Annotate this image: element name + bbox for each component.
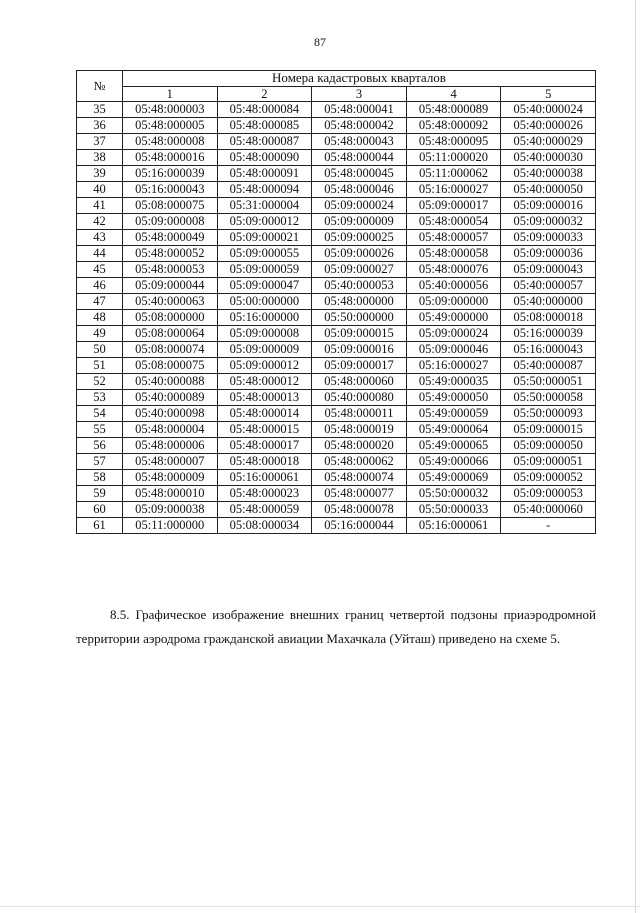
cadastral-number-cell: 05:09:000032 bbox=[501, 214, 596, 230]
cadastral-number-cell: 05:09:000055 bbox=[217, 246, 312, 262]
cadastral-number-cell: 05:09:000009 bbox=[312, 214, 407, 230]
cadastral-number-cell: 05:09:000016 bbox=[312, 342, 407, 358]
table-row bbox=[77, 294, 596, 310]
row-number-cell: 42 bbox=[77, 214, 123, 230]
cadastral-number-cell: 05:48:000089 bbox=[406, 102, 501, 118]
cadastral-number-cell: 05:48:000014 bbox=[217, 406, 312, 422]
table-row bbox=[77, 198, 596, 214]
cadastral-number-cell: 05:48:000087 bbox=[217, 134, 312, 150]
cadastral-number-cell: 05:09:000008 bbox=[217, 326, 312, 342]
cadastral-number-cell: 05:48:000007 bbox=[123, 454, 218, 470]
cadastral-number-cell: 05:09:000027 bbox=[312, 262, 407, 278]
cadastral-number-cell: 05:16:000039 bbox=[123, 166, 218, 182]
cadastral-number-cell: 05:48:000023 bbox=[217, 486, 312, 502]
cadastral-number-cell: 05:16:000000 bbox=[217, 310, 312, 326]
row-number-cell: 53 bbox=[77, 390, 123, 406]
cadastral-number-cell: 05:11:000062 bbox=[406, 166, 501, 182]
cadastral-number-cell: 05:08:000075 bbox=[123, 358, 218, 374]
cadastral-number-cell: 05:16:000061 bbox=[406, 518, 501, 534]
row-number-cell: 60 bbox=[77, 502, 123, 518]
table-row bbox=[77, 518, 596, 534]
table-header bbox=[77, 71, 596, 102]
column-header: 4 bbox=[406, 86, 501, 102]
cadastral-number-cell: 05:50:000058 bbox=[501, 390, 596, 406]
cadastral-number-cell: 05:48:000015 bbox=[217, 422, 312, 438]
row-number-cell: 47 bbox=[77, 294, 123, 310]
cadastral-number-cell: 05:49:000066 bbox=[406, 454, 501, 470]
cadastral-number-cell: 05:09:000012 bbox=[217, 214, 312, 230]
cadastral-number-cell: 05:48:000009 bbox=[123, 470, 218, 486]
cadastral-number-cell: 05:40:000038 bbox=[501, 166, 596, 182]
cadastral-number-cell: 05:09:000033 bbox=[501, 230, 596, 246]
cadastral-number-cell: 05:16:000027 bbox=[406, 358, 501, 374]
cadastral-number-cell: 05:48:000062 bbox=[312, 454, 407, 470]
cadastral-number-cell: 05:48:000042 bbox=[312, 118, 407, 134]
cadastral-number-cell: 05:09:000044 bbox=[123, 278, 218, 294]
cadastral-number-cell: 05:08:000000 bbox=[123, 310, 218, 326]
cadastral-number-cell: 05:49:000065 bbox=[406, 438, 501, 454]
cadastral-number-cell: 05:09:000024 bbox=[406, 326, 501, 342]
cadastral-number-cell: 05:09:000017 bbox=[406, 198, 501, 214]
row-number-cell: 41 bbox=[77, 198, 123, 214]
cadastral-number-cell: 05:16:000043 bbox=[123, 182, 218, 198]
table-row bbox=[77, 214, 596, 230]
cadastral-number-cell: 05:16:000061 bbox=[217, 470, 312, 486]
table-row bbox=[77, 358, 596, 374]
row-number-cell: 55 bbox=[77, 422, 123, 438]
cadastral-number-cell: 05:48:000052 bbox=[123, 246, 218, 262]
table-row bbox=[77, 150, 596, 166]
cadastral-number-cell: 05:48:000045 bbox=[312, 166, 407, 182]
cadastral-number-cell: 05:09:000015 bbox=[501, 422, 596, 438]
row-number-cell: 46 bbox=[77, 278, 123, 294]
row-number-cell: 52 bbox=[77, 374, 123, 390]
cadastral-number-cell: 05:40:000026 bbox=[501, 118, 596, 134]
cadastral-number-cell: 05:48:000013 bbox=[217, 390, 312, 406]
column-header: 3 bbox=[312, 86, 407, 102]
table-row bbox=[77, 486, 596, 502]
cadastral-number-cell: 05:40:000089 bbox=[123, 390, 218, 406]
row-number-cell: 56 bbox=[77, 438, 123, 454]
body-paragraph: 8.5. Графическое изображение внешних границ четвертой подзоны приаэродромной территории аэродрома гражданской авиации Махачкала (Уйташ) приведено на схеме 5. bbox=[76, 607, 596, 646]
cadastral-number-cell: 05:49:000059 bbox=[406, 406, 501, 422]
cadastral-number-cell: 05:09:000009 bbox=[217, 342, 312, 358]
cadastral-number-cell: 05:40:000053 bbox=[312, 278, 407, 294]
column-header: 2 bbox=[217, 86, 312, 102]
cadastral-number-cell: 05:40:000057 bbox=[501, 278, 596, 294]
cadastral-number-cell: 05:08:000064 bbox=[123, 326, 218, 342]
cadastral-number-cell: 05:48:000060 bbox=[312, 374, 407, 390]
cadastral-number-cell: 05:09:000012 bbox=[217, 358, 312, 374]
table-row bbox=[77, 262, 596, 278]
table-row bbox=[77, 502, 596, 518]
table-row bbox=[77, 390, 596, 406]
table-row bbox=[77, 182, 596, 198]
cadastral-number-cell: 05:49:000035 bbox=[406, 374, 501, 390]
cadastral-number-cell: 05:50:000051 bbox=[501, 374, 596, 390]
column-header: 5 bbox=[501, 86, 596, 102]
cadastral-number-cell: 05:40:000098 bbox=[123, 406, 218, 422]
table-row bbox=[77, 134, 596, 150]
table-row bbox=[77, 342, 596, 358]
cadastral-number-cell: 05:48:000059 bbox=[217, 502, 312, 518]
cadastral-number-cell: 05:16:000044 bbox=[312, 518, 407, 534]
cadastral-number-cell: 05:16:000027 bbox=[406, 182, 501, 198]
row-number-cell: 51 bbox=[77, 358, 123, 374]
cadastral-number-cell: 05:48:000004 bbox=[123, 422, 218, 438]
cadastral-number-cell: 05:48:000020 bbox=[312, 438, 407, 454]
cadastral-number-cell: 05:48:000091 bbox=[217, 166, 312, 182]
cadastral-number-cell: 05:09:000043 bbox=[501, 262, 596, 278]
table-row bbox=[77, 230, 596, 246]
cadastral-number-cell: 05:40:000056 bbox=[406, 278, 501, 294]
cadastral-number-cell: 05:50:000000 bbox=[312, 310, 407, 326]
table-row bbox=[77, 374, 596, 390]
cadastral-number-cell: 05:49:000064 bbox=[406, 422, 501, 438]
row-number-cell: 57 bbox=[77, 454, 123, 470]
cadastral-number-cell: 05:31:000004 bbox=[217, 198, 312, 214]
cadastral-number-cell: 05:48:000074 bbox=[312, 470, 407, 486]
row-number-cell: 44 bbox=[77, 246, 123, 262]
cadastral-number-cell: 05:40:000000 bbox=[501, 294, 596, 310]
cadastral-number-cell: 05:09:000017 bbox=[312, 358, 407, 374]
cadastral-number-cell: 05:49:000069 bbox=[406, 470, 501, 486]
cadastral-table bbox=[76, 70, 596, 534]
cadastral-number-cell: 05:09:000051 bbox=[501, 454, 596, 470]
cadastral-number-cell: 05:40:000030 bbox=[501, 150, 596, 166]
cadastral-number-cell: 05:48:000077 bbox=[312, 486, 407, 502]
cadastral-number-cell: 05:09:000021 bbox=[217, 230, 312, 246]
cadastral-number-cell: 05:48:000006 bbox=[123, 438, 218, 454]
cadastral-number-cell: 05:08:000034 bbox=[217, 518, 312, 534]
scan-edge bbox=[635, 0, 636, 913]
cadastral-number-cell: 05:48:000041 bbox=[312, 102, 407, 118]
cadastral-number-cell: 05:09:000050 bbox=[501, 438, 596, 454]
table-row bbox=[77, 406, 596, 422]
row-number-cell: 58 bbox=[77, 470, 123, 486]
cadastral-number-cell: 05:48:000078 bbox=[312, 502, 407, 518]
cadastral-number-cell: 05:40:000087 bbox=[501, 358, 596, 374]
cadastral-number-cell: 05:40:000088 bbox=[123, 374, 218, 390]
cadastral-number-cell: 05:08:000074 bbox=[123, 342, 218, 358]
cadastral-number-cell: 05:40:000060 bbox=[501, 502, 596, 518]
cadastral-number-cell: 05:48:000092 bbox=[406, 118, 501, 134]
cadastral-number-cell: 05:11:000020 bbox=[406, 150, 501, 166]
cadastral-number-cell: 05:48:000084 bbox=[217, 102, 312, 118]
table-row bbox=[77, 166, 596, 182]
row-number-cell: 50 bbox=[77, 342, 123, 358]
cadastral-number-cell: 05:48:000008 bbox=[123, 134, 218, 150]
cadastral-number-cell: 05:40:000024 bbox=[501, 102, 596, 118]
cadastral-number-cell: 05:50:000032 bbox=[406, 486, 501, 502]
cadastral-number-cell: 05:40:000080 bbox=[312, 390, 407, 406]
cadastral-number-cell: 05:40:000063 bbox=[123, 294, 218, 310]
cadastral-number-cell: 05:09:000024 bbox=[312, 198, 407, 214]
row-number-cell: 49 bbox=[77, 326, 123, 342]
cadastral-number-cell: 05:09:000016 bbox=[501, 198, 596, 214]
cadastral-number-cell: 05:16:000039 bbox=[501, 326, 596, 342]
row-number-cell: 35 bbox=[77, 102, 123, 118]
table-row bbox=[77, 438, 596, 454]
cadastral-number-cell: 05:09:000038 bbox=[123, 502, 218, 518]
row-number-cell: 36 bbox=[77, 118, 123, 134]
cadastral-number-cell: 05:48:000019 bbox=[312, 422, 407, 438]
cadastral-number-cell: 05:48:000057 bbox=[406, 230, 501, 246]
group-column-header: Номера кадастровых кварталов bbox=[123, 71, 596, 87]
row-number-cell: 59 bbox=[77, 486, 123, 502]
cadastral-number-cell: 05:50:000033 bbox=[406, 502, 501, 518]
table-row bbox=[77, 102, 596, 118]
cadastral-number-cell: 05:09:000026 bbox=[312, 246, 407, 262]
cadastral-number-cell: 05:48:000017 bbox=[217, 438, 312, 454]
cadastral-number-cell: 05:48:000010 bbox=[123, 486, 218, 502]
cadastral-number-cell: 05:40:000029 bbox=[501, 134, 596, 150]
cadastral-number-cell: 05:09:000059 bbox=[217, 262, 312, 278]
cadastral-number-cell: 05:48:000054 bbox=[406, 214, 501, 230]
cadastral-number-cell: 05:00:000000 bbox=[217, 294, 312, 310]
cadastral-number-cell: 05:48:000011 bbox=[312, 406, 407, 422]
table-row bbox=[77, 310, 596, 326]
row-number-cell: 48 bbox=[77, 310, 123, 326]
cadastral-number-cell: 05:50:000093 bbox=[501, 406, 596, 422]
table-row bbox=[77, 454, 596, 470]
cadastral-number-cell: 05:48:000018 bbox=[217, 454, 312, 470]
cadastral-number-cell: 05:09:000025 bbox=[312, 230, 407, 246]
cadastral-number-cell: 05:48:000085 bbox=[217, 118, 312, 134]
scan-edge bbox=[0, 906, 640, 907]
table-row bbox=[77, 326, 596, 342]
table-row bbox=[77, 246, 596, 262]
num-column-header: № bbox=[77, 71, 123, 102]
cadastral-number-cell: 05:11:000000 bbox=[123, 518, 218, 534]
row-number-cell: 45 bbox=[77, 262, 123, 278]
cadastral-number-cell: 05:08:000018 bbox=[501, 310, 596, 326]
row-number-cell: 54 bbox=[77, 406, 123, 422]
table-body bbox=[77, 102, 596, 534]
table-row bbox=[77, 278, 596, 294]
cadastral-number-cell: 05:40:000050 bbox=[501, 182, 596, 198]
cadastral-number-cell: 05:48:000000 bbox=[312, 294, 407, 310]
cadastral-number-cell: 05:48:000044 bbox=[312, 150, 407, 166]
cadastral-number-cell: 05:16:000043 bbox=[501, 342, 596, 358]
cadastral-number-cell: 05:09:000015 bbox=[312, 326, 407, 342]
cadastral-number-cell: 05:08:000075 bbox=[123, 198, 218, 214]
cadastral-number-cell: 05:48:000043 bbox=[312, 134, 407, 150]
cadastral-number-cell: 05:48:000005 bbox=[123, 118, 218, 134]
cadastral-number-cell: 05:49:000000 bbox=[406, 310, 501, 326]
cadastral-number-cell: 05:09:000046 bbox=[406, 342, 501, 358]
row-number-cell: 43 bbox=[77, 230, 123, 246]
cadastral-number-cell: 05:09:000008 bbox=[123, 214, 218, 230]
cadastral-number-cell: 05:48:000094 bbox=[217, 182, 312, 198]
cadastral-number-cell: 05:48:000076 bbox=[406, 262, 501, 278]
cadastral-number-cell: 05:09:000036 bbox=[501, 246, 596, 262]
cadastral-number-cell: 05:48:000012 bbox=[217, 374, 312, 390]
cadastral-number-cell: 05:49:000050 bbox=[406, 390, 501, 406]
table-row bbox=[77, 422, 596, 438]
cadastral-number-cell: 05:48:000058 bbox=[406, 246, 501, 262]
cadastral-number-cell: 05:09:000000 bbox=[406, 294, 501, 310]
cadastral-number-cell: 05:48:000090 bbox=[217, 150, 312, 166]
table-row bbox=[77, 470, 596, 486]
column-header: 1 bbox=[123, 86, 218, 102]
row-number-cell: 39 bbox=[77, 166, 123, 182]
cadastral-number-cell: 05:09:000053 bbox=[501, 486, 596, 502]
cadastral-number-cell: 05:48:000003 bbox=[123, 102, 218, 118]
cadastral-number-cell: 05:09:000047 bbox=[217, 278, 312, 294]
row-number-cell: 40 bbox=[77, 182, 123, 198]
page-number: 87 bbox=[314, 35, 326, 49]
row-number-cell: 37 bbox=[77, 134, 123, 150]
row-number-cell: 38 bbox=[77, 150, 123, 166]
cadastral-number-cell: 05:48:000049 bbox=[123, 230, 218, 246]
cadastral-number-cell: - bbox=[501, 518, 596, 534]
cadastral-number-cell: 05:48:000095 bbox=[406, 134, 501, 150]
row-number-cell: 61 bbox=[77, 518, 123, 534]
table-row bbox=[77, 118, 596, 134]
cadastral-number-cell: 05:48:000053 bbox=[123, 262, 218, 278]
cadastral-number-cell: 05:09:000052 bbox=[501, 470, 596, 486]
cadastral-number-cell: 05:48:000046 bbox=[312, 182, 407, 198]
cadastral-number-cell: 05:48:000016 bbox=[123, 150, 218, 166]
